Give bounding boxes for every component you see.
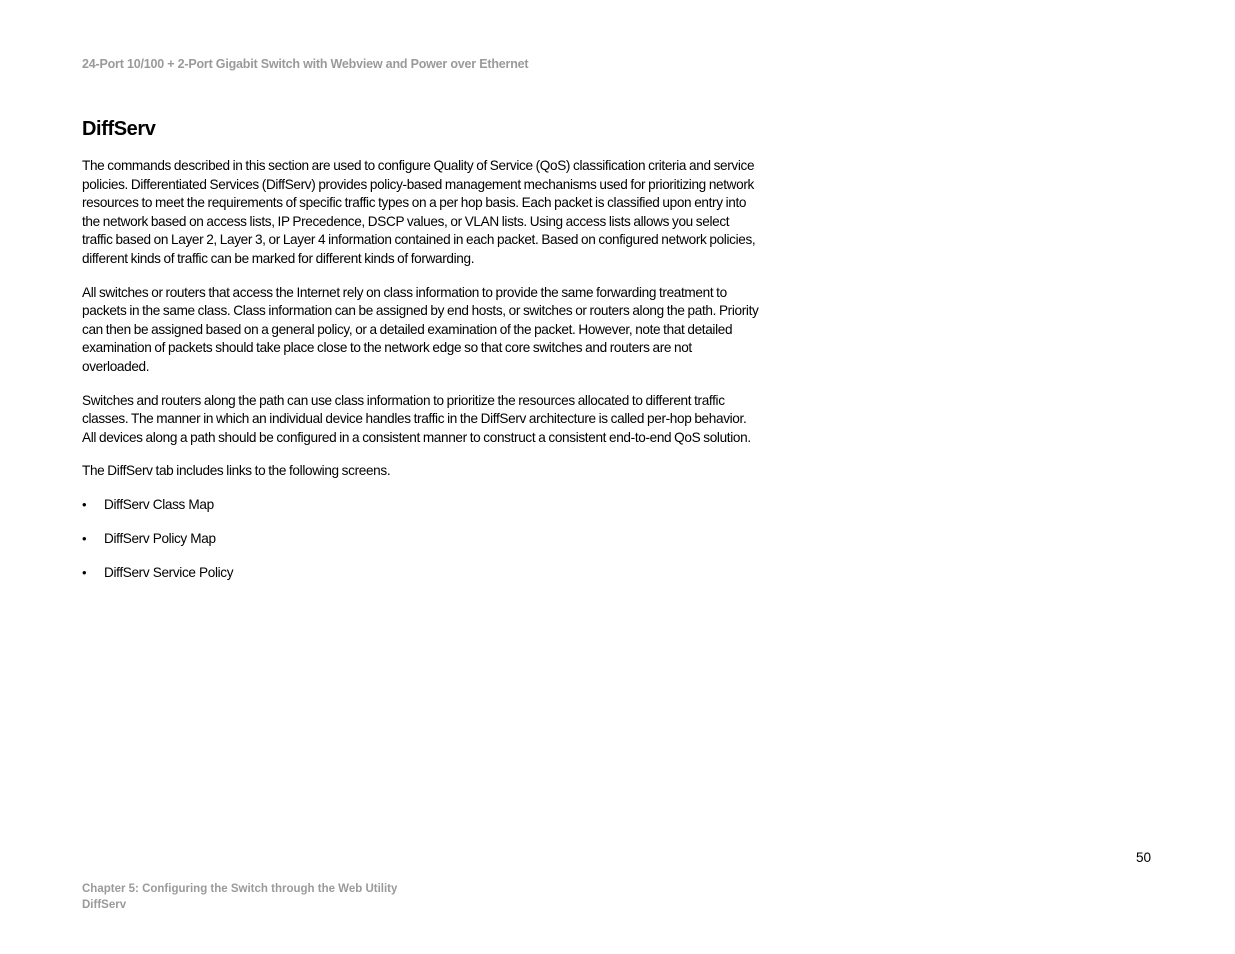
list-item-service-policy	[82, 564, 760, 583]
footer	[82, 881, 397, 913]
page-number: 50	[1136, 850, 1152, 865]
bullet-icon: •	[82, 564, 87, 580]
bullet-icon: •	[82, 530, 87, 546]
list-item-label: DiffServ Class Map	[104, 496, 214, 512]
footer-section: DiffServ	[82, 899, 127, 911]
paragraph-links-intro: The DiffServ tab includes links to the following screens.	[82, 463, 391, 479]
list-item-label: DiffServ Policy Map	[104, 530, 216, 546]
paragraph-class-information: All switches or routers that access the Internet rely on class information to provide the same forwarding treatment to packets in the same class. Class information can be assigned by end hosts, or switches or routers along the path. Priority can then be assigned based on a general policy, or a detailed examination of the packet. However, note that detailed examination of packets should take place close to the network edge so that core switches and routers are not overloaded.	[82, 284, 759, 374]
list-item-class-map	[82, 496, 760, 515]
screen-links-list	[82, 496, 760, 583]
paragraph-intro: The commands described in this section are used to configure Quality of Service (QoS) classification criteria and service policies. Differentiated Services (DiffServ) provides policy-based management mechanisms used for prioritizing network resources to meet the requirements of specific traffic types on a per hop basis. Each packet is classified upon entry into the network based on access lists, IP Precedence, DSCP values, or VLAN lists. Using access lists allows you select traffic based on Layer 2, Layer 3, or Layer 4 information contained in each packet. Based on configured network policies, different kinds of traffic can be marked for different kinds of forwarding.	[82, 158, 756, 266]
list-item-label: DiffServ Service Policy	[104, 564, 234, 580]
running-header: 24-Port 10/100 + 2-Port Gigabit Switch with Webview and Power over Ethernet	[82, 57, 529, 71]
bullet-icon: •	[82, 496, 87, 512]
paragraph-per-hop-behavior: Switches and routers along the path can use class information to prioritize the resources allocated to different traffic classes. The manner in which an individual device handles traffic in the DiffServ architecture is called per-hop behavior. All devices along a path should be configured in a consistent manner to construct a consistent end-to-end QoS solution.	[82, 392, 751, 445]
section-title: DiffServ	[82, 118, 156, 140]
main-content	[82, 116, 760, 598]
list-item-policy-map	[82, 530, 760, 549]
footer-chapter: Chapter 5: Configuring the Switch through the Web Utility	[82, 883, 398, 895]
